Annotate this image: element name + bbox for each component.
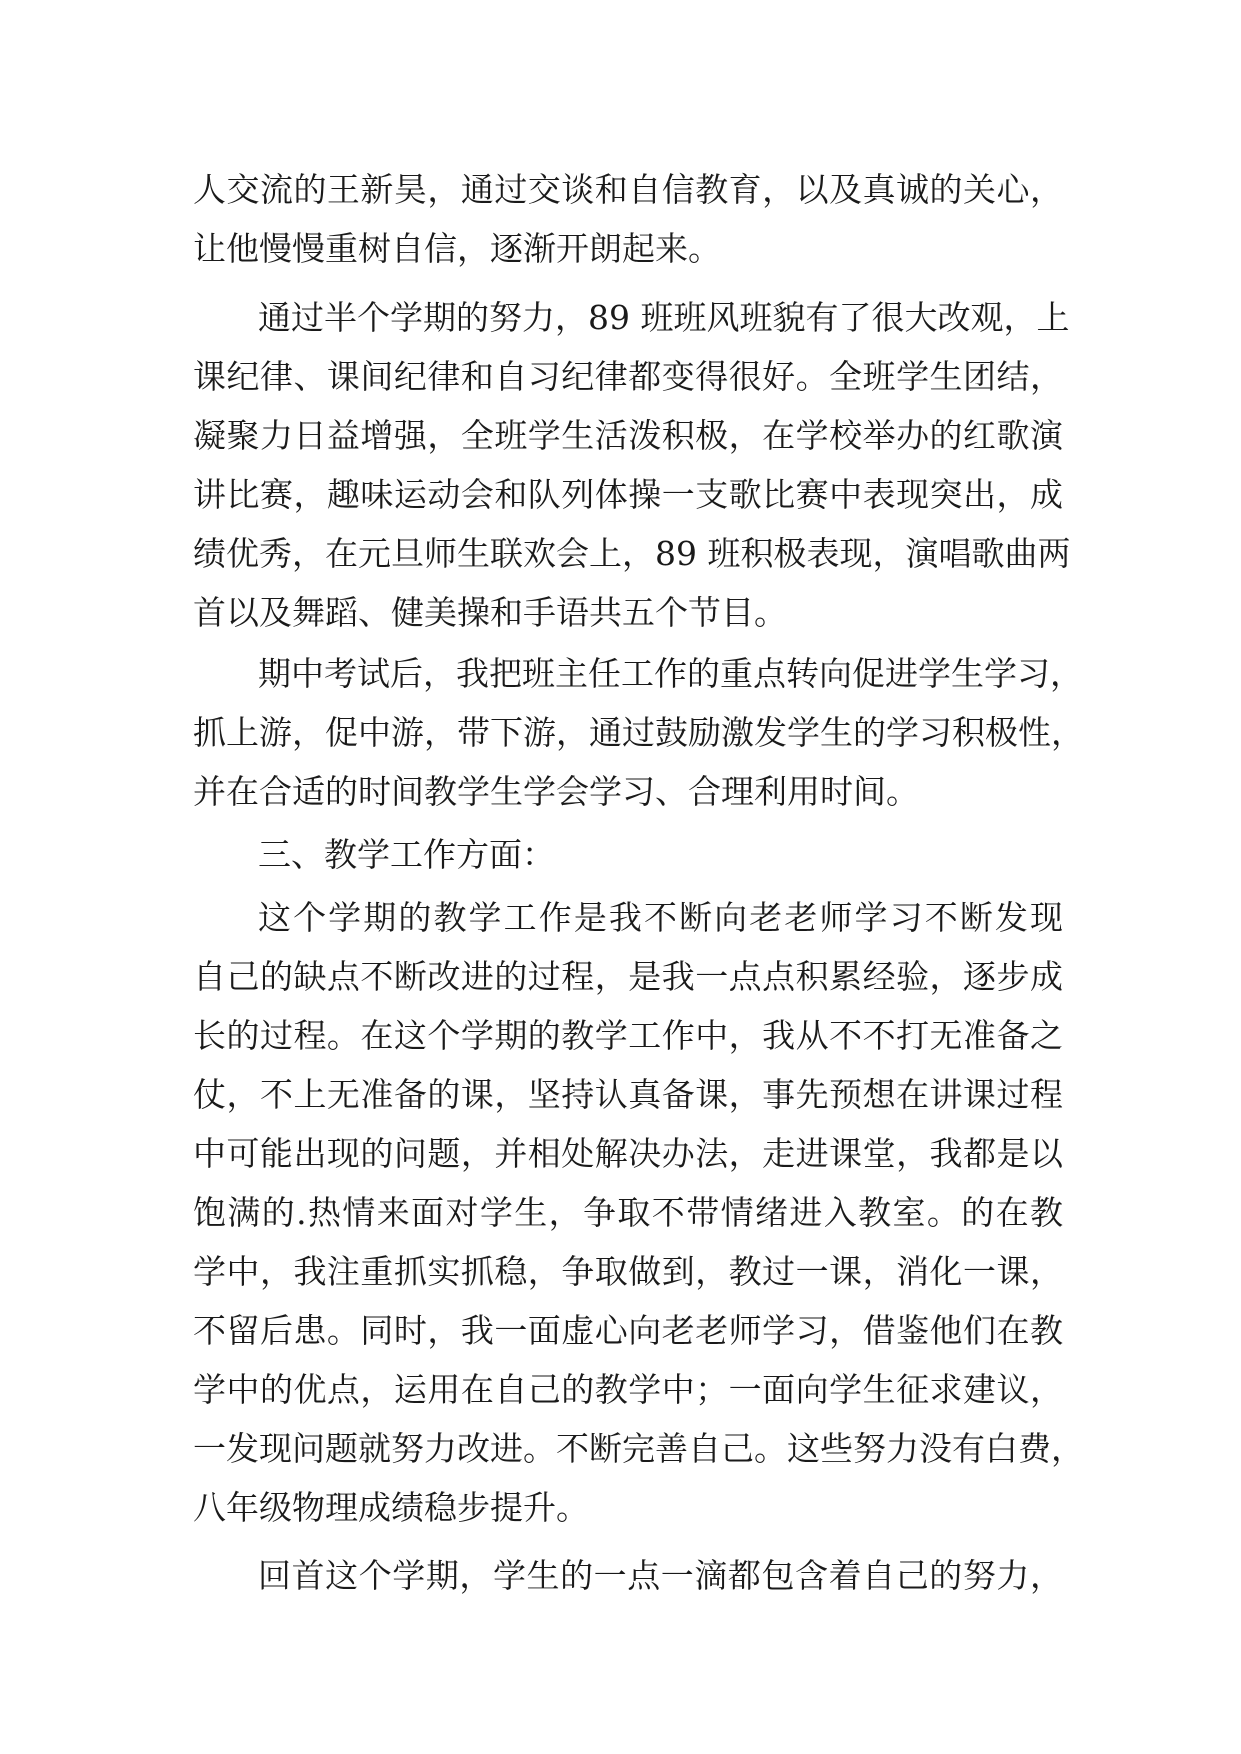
text-line: 并在合适的时间教学生学会学习、合理利用时间。 <box>193 772 919 811</box>
text-line: 学中，我注重抓实抓稳，争取做到，教过一课，消化一课， <box>193 1252 1063 1291</box>
text-line: 饱满的.热情来面对学生，争取不带情绪进入教室。的在教 <box>193 1193 1063 1232</box>
text-line: 回首这个学期，学生的一点一滴都包含着自己的努力， <box>258 1556 1063 1595</box>
text-line: 通过半个学期的努力，89 班班风班貌有了很大改观，上 <box>258 298 1070 337</box>
text-line: 仗，不上无准备的课，坚持认真备课，事先预想在讲课过程 <box>193 1075 1063 1114</box>
text-line: 让他慢慢重树自信，逐渐开朗起来。 <box>193 229 721 268</box>
text-line: 中可能出现的问题，并相处解决办法，走进课堂，我都是以 <box>193 1134 1063 1173</box>
text-line: 绩优秀，在元旦师生联欢会上，89 班积极表现，演唱歌曲两 <box>193 534 1071 573</box>
text-line: 八年级物理成绩稳步提升。 <box>193 1488 589 1527</box>
text-line: 抓上游，促中游，带下游，通过鼓励激发学生的学习积极性， <box>193 713 1084 752</box>
text-line: 这个学期的教学工作是我不断向老老师学习不断发现 <box>258 898 1063 937</box>
text-line: 讲比赛，趣味运动会和队列体操一支歌比赛中表现突出，成 <box>193 475 1063 514</box>
text-line: 期中考试后，我把班主任工作的重点转向促进学生学习， <box>258 654 1083 693</box>
text-line: 不留后患。同时，我一面虚心向老老师学习，借鉴他们在教 <box>193 1311 1063 1350</box>
text-line: 首以及舞蹈、健美操和手语共五个节目。 <box>193 593 787 632</box>
text-line: 长的过程。在这个学期的教学工作中，我从不不打无准备之 <box>193 1016 1063 1055</box>
text-line: 凝聚力日益增强，全班学生活泼积极，在学校举办的红歌演 <box>193 416 1063 455</box>
section-heading: 三、教学工作方面： <box>258 835 555 874</box>
text-line: 课纪律、课间纪律和自习纪律都变得很好。全班学生团结， <box>193 357 1063 396</box>
text-line: 自己的缺点不断改进的过程，是我一点点积累经验，逐步成 <box>193 957 1063 996</box>
text-line: 一发现问题就努力改进。不断完善自己。这些努力没有白费， <box>193 1429 1084 1468</box>
text-line: 人交流的王新昊，通过交谈和自信教育，以及真诚的关心， <box>193 170 1063 209</box>
text-line: 学中的优点，运用在自己的教学中；一面向学生征求建议， <box>193 1370 1063 1409</box>
